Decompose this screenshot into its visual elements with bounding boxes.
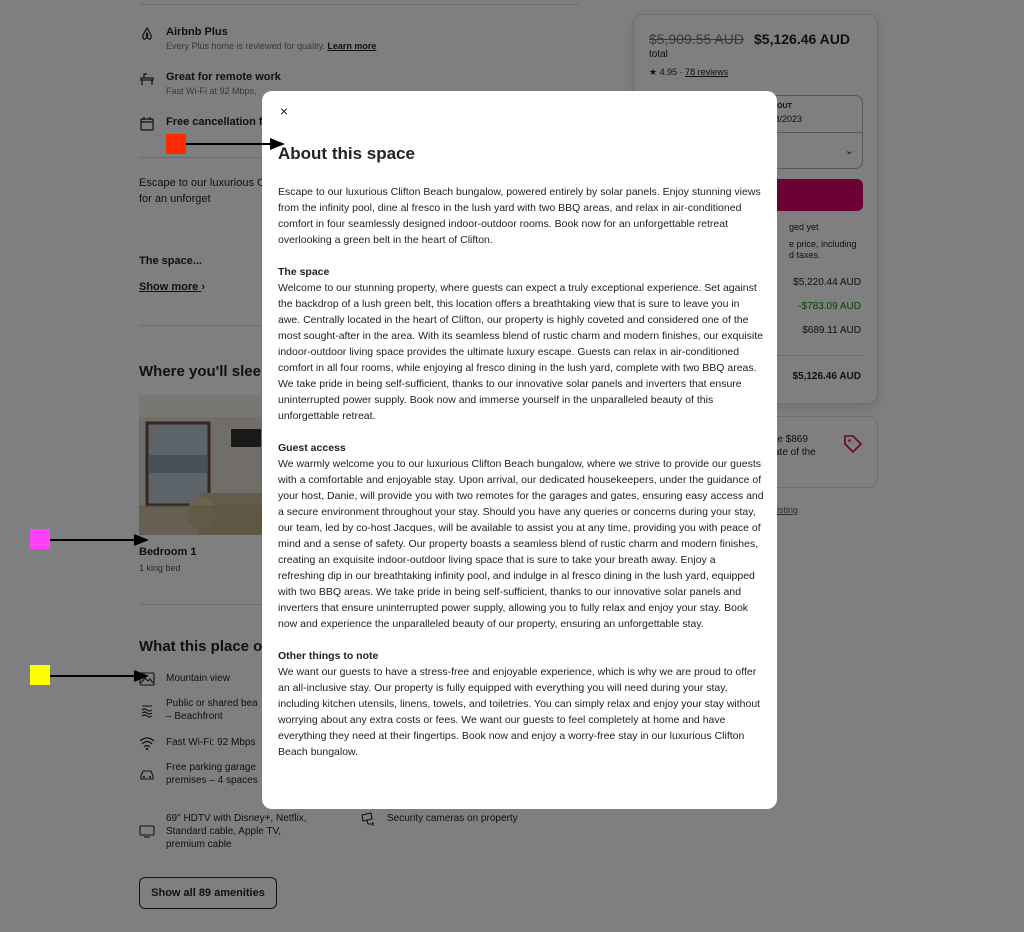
section-text-space: Welcome to our stunning property, where guests can expect a truly exceptional experience. Set against the backdrop of a lush green belt, this location offers a breathtaking view that is sure to leave you in awe. Centrally located in the heart of Clifton, our property is highly coveted and considered one of the most sought-after in the area. With its seamless blend of rustic charm and modern finishes, our exquisite indoor-outdoor living space provides the ultimate luxury escape. Guests can relax in air-conditioned comfort in all four rooms, while enjoying al fresco dining in the lush yard, complete with two BBQ areas. We take pride in being self-sufficient, thanks to our innovative solar panels and inverters that ensure uninterrupted power supply. Book now and immerse yourself in the unparalleled beauty of this unforgettable retreat.	[278, 282, 763, 422]
magenta-marker	[30, 529, 50, 549]
yellow-marker	[30, 665, 50, 685]
section-heading-guest-access: Guest access	[278, 442, 346, 454]
about-space-modal	[262, 91, 777, 809]
section-text-guest-access: We warmly welcome you to our luxurious Clifton Beach bungalow, where we strive to provide our guests with a comfortable and enjoyable stay. Upon arrival, our dedicated housekeepers, under the guidance of your host, Danie, will provide you with two remotes for the garages and gates, ensuring easy access and a secure environment throughout your stay. Should you have any queries or concerns during your stay, our team, led by co-host Jacques, will be available to assist you at any time, providing you with peace of mind and a sense of safety. Our property boasts a seamless blend of rustic charm and modern finishes, creating an exquisite indoor-outdoor living space that is sure to take your breath away. Enjoy a refreshing dip in our breathtaking infinity pool, and indulge in al fresco dining in the lush yard, equipped with two BBQ areas. We take pride in being self-sufficient, thanks to our innovative solar panels and inverters that ensure uninterrupted power supply, allowing you to fully relax and enjoy your stay. Book now and experience the unparalleled beauty of our property, ensuring an unforgettable stay.	[278, 458, 764, 630]
modal-title: About this space	[278, 144, 415, 163]
close-icon[interactable]: ×	[279, 103, 289, 119]
red-marker	[166, 134, 186, 154]
modal-body	[278, 184, 764, 776]
section-heading-other-things: Other things to note	[278, 650, 379, 662]
yellow-arrow	[50, 668, 150, 684]
modal-intro: Escape to our luxurious Clifton Beach bungalow, powered entirely by solar panels. Enjoy stunning views from the infinity pool, dine al fresco in the lush yard with two BBQ areas, and relax in air-conditioned comfort in four seamlessly designed indoor-outdoor rooms. Book now for an unforgettable retreat overlooking a green belt in the heart of Clifton.	[278, 186, 761, 246]
magenta-arrow	[50, 532, 150, 548]
red-arrow	[186, 136, 286, 152]
section-heading-space: The space	[278, 266, 330, 278]
section-text-other-things: We want our guests to have a stress-free and enjoyable experience, which is why we are proud to offer an all-inclusive stay. Our property is fully equipped with everything you will need during your stay, including kitchen utensils, linens, towels, and toiletries. You can simply relax and enjoy your stay without worrying about any extra costs or fees. We want our guests to feel completely at home and have everything they need at their fingertips. Book now and enjoy a worry-free stay in our luxurious Clifton Beach bungalow.	[278, 666, 761, 758]
